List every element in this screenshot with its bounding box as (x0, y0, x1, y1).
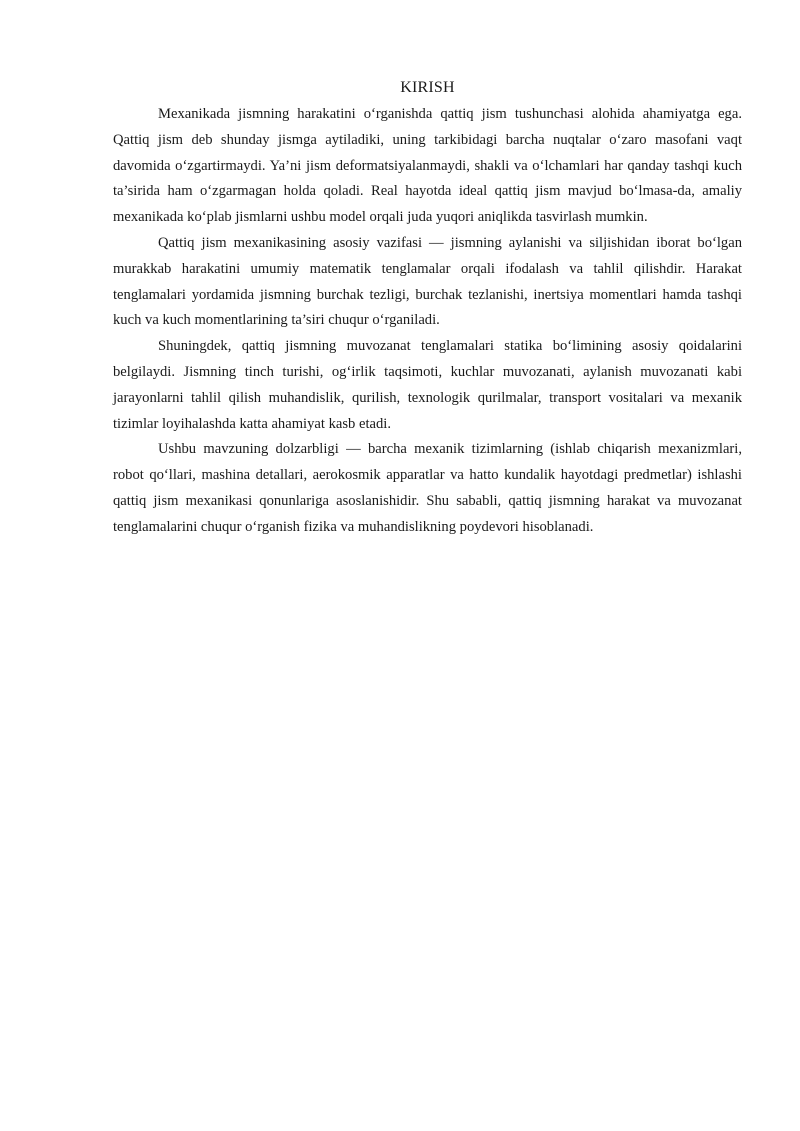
page-title: KIRISH (400, 79, 455, 96)
paragraph-2: Qattiq jism mexanikasining asosiy vazifasi — jismning aylanishi va siljishidan iborat bo‘lgan murakkab harakatini umumiy matematik tenglamalar orqali ifodalash va tahlil qilishdir. Harakat tenglamalari yordamida jismning burchak tezligi, burchak tezlanishi, inertsiya momentlari hamda tashqi kuch va kuch momentlarining ta’siri chuqur o‘rganiladi. (113, 234, 742, 329)
paragraph-1: Mexanikada jismning harakatini o‘rganishda qattiq jism tushunchasi alohida ahamiyatga ega. Qattiq jism deb shunday jismga aytiladiki, uning tarkibidagi barcha nuqtalar o‘zaro masofani vaqt davomida o‘zgartirmaydi. Ya’ni jism deformatsiyalanmaydi, shakli va o‘lchamlari har qanday tashqi kuch ta’sirida ham o‘zgarmagan holda qoladi. Real hayotda ideal qattiq jism mavjud bo‘lmasa-da, amaliy mexanikada ko‘plab jismlarni ushbu model orqali juda yuqori aniqlikda tasvirlash mumkin. (113, 106, 742, 226)
document-body (113, 76, 742, 541)
paragraph-4: Ushbu mavzuning dolzarbligi — barcha mexanik tizimlarning (ishlab chiqarish mexanizmlari, robot qo‘llari, mashina detallari, aerokosmik apparatlar va hatto kundalik hayotdagi predmetlar) ishlashi qattiq jism mexanikasi qonunlariga asoslanishidir. Shu sababli, qattiq jismning harakat va muvozanat tenglamalarini chuqur o‘rganish fizika va muhandislikning poydevori hisoblanadi. (113, 441, 742, 535)
paragraph-3: Shuningdek, qattiq jismning muvozanat tenglamalari statika bo‘limining asosiy qoidalarini belgilaydi. Jismning tinch turishi, og‘irlik taqsimoti, kuchlar muvozanati, aylanish muvozanati kabi jarayonlarni tahlil qilish muhandislik, qurilish, texnologik qurilmalar, transport vositalari va mexanik tizimlar loyihalashda katta ahamiyat kasb etadi. (113, 338, 742, 432)
